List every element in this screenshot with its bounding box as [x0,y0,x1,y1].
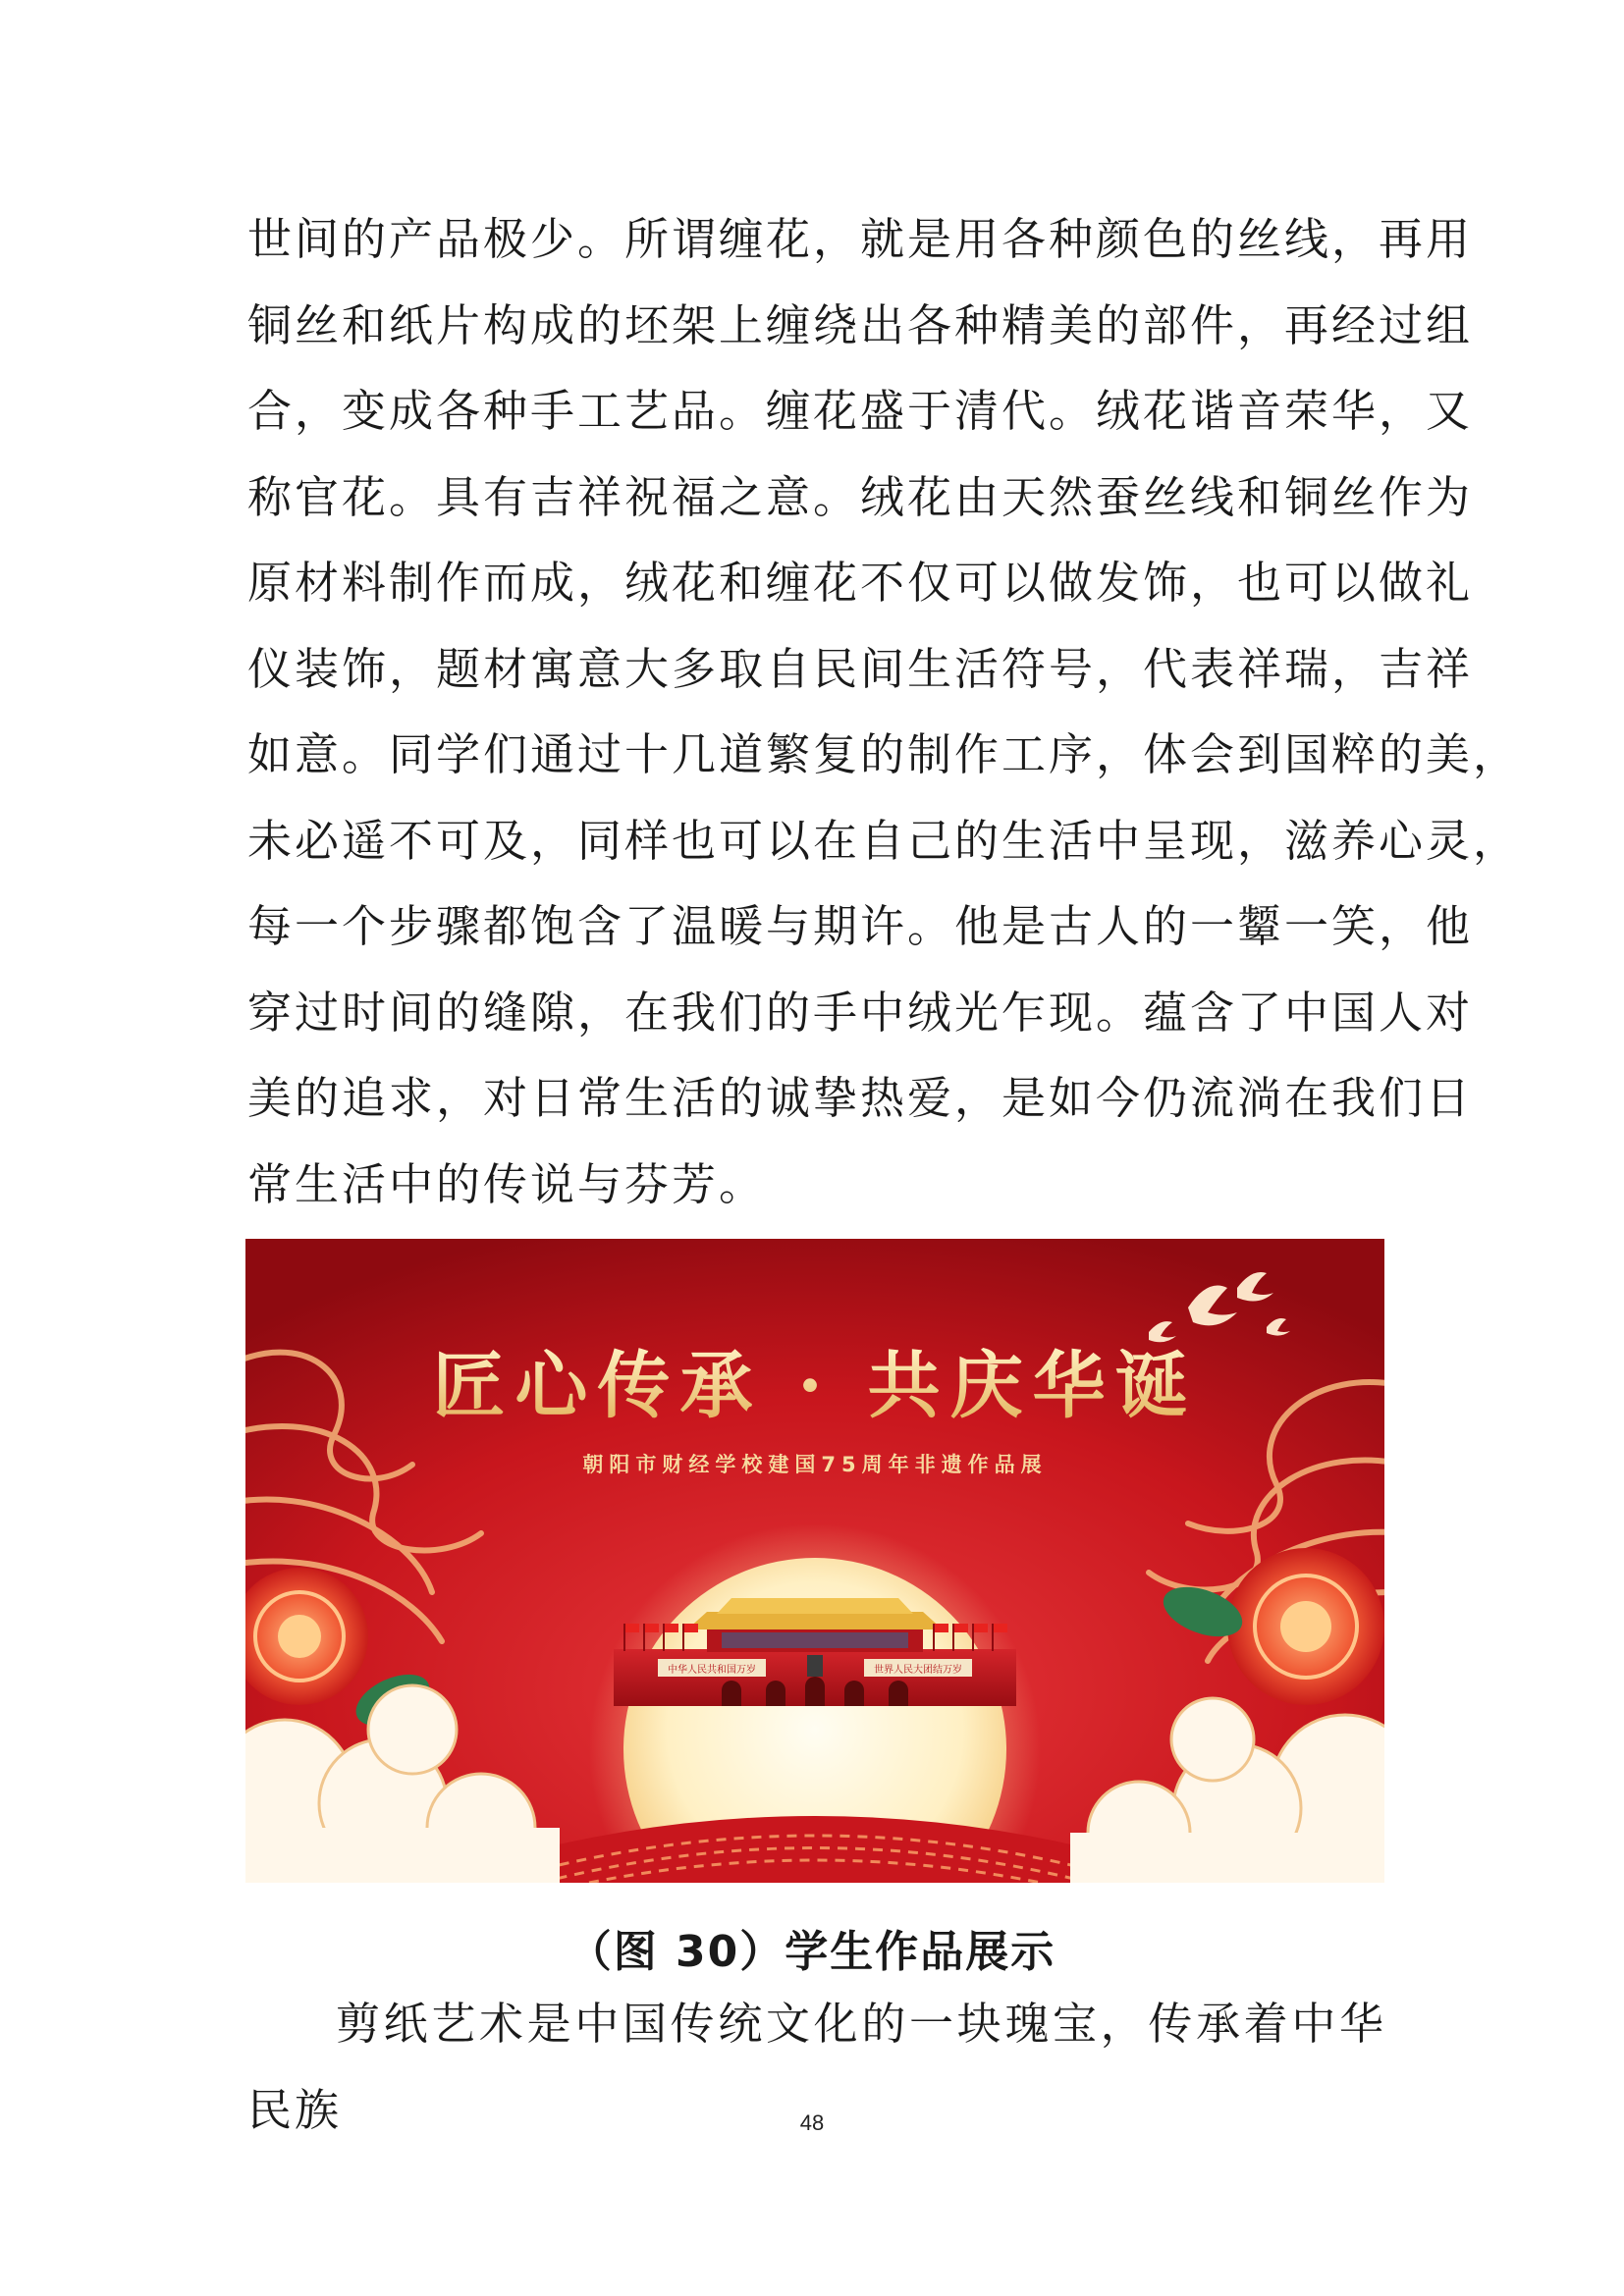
paragraph-line: 穿过时间的缝隙，在我们的手中绒光乍现。蕴含了中国人对 [247,986,1474,1039]
paragraph-line: 未必遥不可及，同样也可以在自己的生活中呈现，滋养心灵， [247,814,1521,867]
paragraph-line: 每一个步骤都饱含了温暖与期许。他是古人的一颦一笑，他 [247,900,1474,952]
exhibition-poster-image [245,1239,1384,1883]
poster-illustration [245,1239,1384,1883]
figure-caption: （图 30）学生作品展示 [568,1927,1056,1977]
paragraph-line: 美的追求，对日常生活的诚挚热爱，是如今仍流淌在我们日 [247,1072,1474,1124]
next-paragraph: 剪纸艺术是中国传统文化的一块瑰宝，传承着中华民族 [247,1998,1386,2136]
page-number: 48 [799,2110,825,2135]
paragraph-line: 原材料制作而成，绒花和缠花不仅可以做发饰，也可以做礼 [247,557,1474,609]
paragraph-line: 称官花。具有吉祥祝福之意。绒花由天然蚕丝线和铜丝作为 [247,470,1474,523]
poster-title: 匠心传承 · 共庆华诞 [432,1344,1198,1428]
paragraph-line: 世间的产品极少。所谓缠花，就是用各种颜色的丝线，再用 [247,213,1474,265]
paragraph-line: 常生活中的传说与芬芳。 [247,1157,767,1210]
body-paragraph [247,196,1521,1227]
banner-left: 中华人民共和国万岁 [668,1665,756,1676]
poster-subtitle: 朝阳市财经学校建国75周年非遗作品展 [582,1453,1048,1476]
paragraph-line: 仪装饰，题材寓意大多取自民间生活符号，代表祥瑞，吉祥 [247,642,1474,695]
banner-right: 世界人民大团结万岁 [874,1665,962,1676]
paragraph-line: 铜丝和纸片构成的坯架上缠绕出各种精美的部件，再经过组 [247,298,1474,351]
paragraph-line: 如意。同学们通过十几道繁复的制作工序，体会到国粹的美， [247,728,1521,780]
paragraph-line: 合，变成各种手工艺品。缠花盛于清代。绒花谐音荣华，又 [247,385,1474,437]
